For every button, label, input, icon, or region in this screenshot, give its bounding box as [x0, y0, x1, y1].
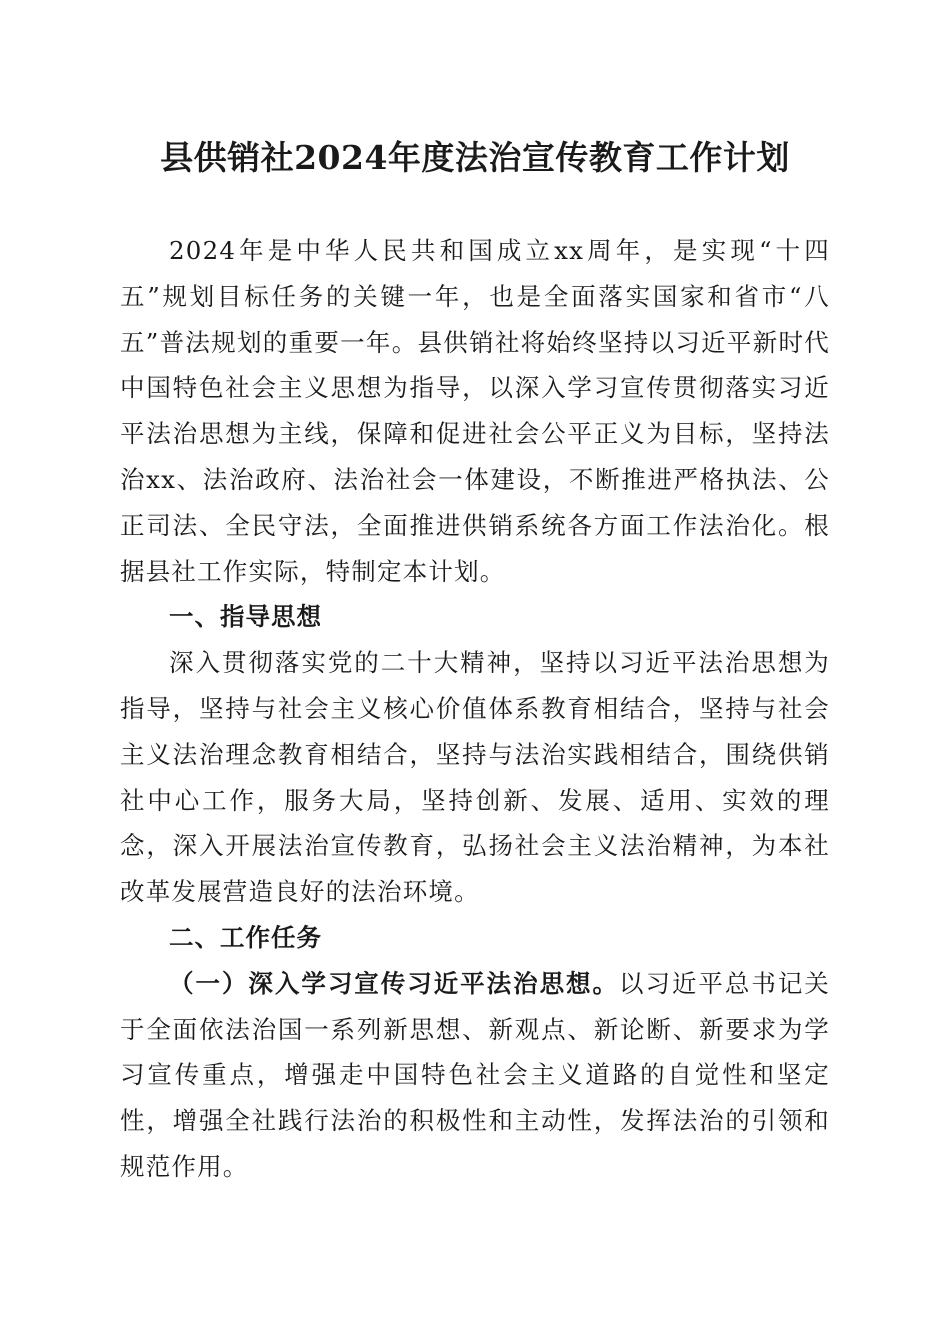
section-heading-guiding-ideology: 一、指导思想 [169, 602, 322, 632]
work-task-item-1-body: 以习近平总书记关于全面依法治国一系列新思想、新观点、新论断、新要求为学习宣传重点，增强走中国特色社会主义道路的自觉性和坚定性，增强全社践行法治的积极性和主动性，发挥法治的引领和规范作用。 [120, 968, 830, 1181]
document-title: 县供销社2024年度法治宣传教育工作计划 [160, 138, 790, 177]
section-heading-work-tasks: 二、工作任务 [169, 922, 322, 952]
guiding-ideology-paragraph: 深入贯彻落实党的二十大精神，坚持以习近平法治思想为指导，坚持与社会主义核心价值体系教育相结合，坚持与社会主义法治理念教育相结合，坚持与法治实践相结合，围绕供销社中心工作，服务大局，坚持创新、发展、适用、实效的理念，深入开展法治宣传教育，弘扬社会主义法治精神，为本社改革发展营造良好的法治环境。 [120, 648, 830, 907]
work-task-item-1-lead: （一）深入学习宣传习近平法治思想。 [169, 968, 619, 998]
work-task-item-1 [120, 961, 830, 1190]
intro-paragraph: 2024年是中华人民共和国成立xx周年，是实现“十四五”规划目标任务的关键一年，也是全面落实国家和省市“八五”普法规划的重要一年。县供销社将始终坚持以习近平新时代中国特色社会主义思想为指导，以深入学习宣传贯彻落实习近平法治思想为主线，保障和促进社会公平正义为目标，坚持法治xx、法治政府、法治社会一体建设，不断推进严格执法、公正司法、全民守法，全面推进供销系统各方面工作法治化。根据县社工作实际，特制定本计划。 [120, 236, 830, 586]
